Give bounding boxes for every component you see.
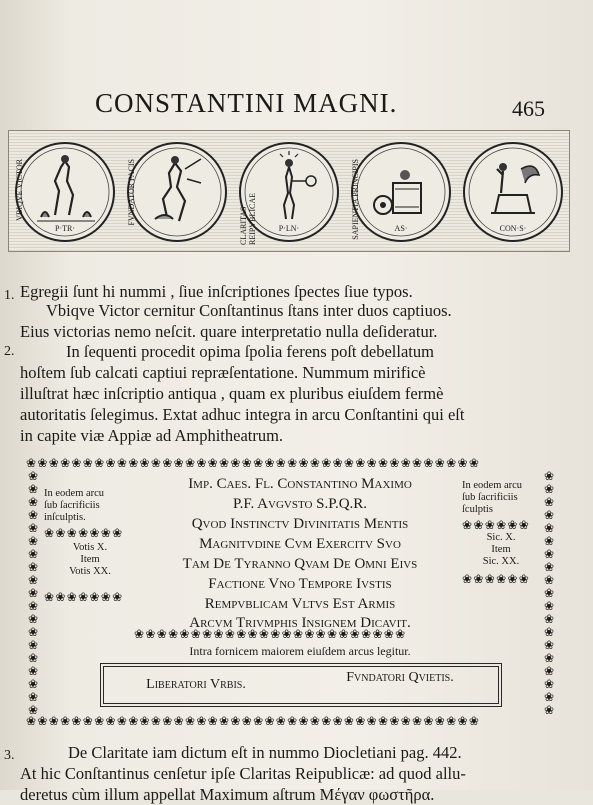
inscription-line-4: Magnitvdine Cvm Exercitv Svo bbox=[199, 536, 401, 552]
page-title: CONSTANTINI MAGNI. bbox=[95, 88, 398, 118]
coin-plate bbox=[8, 130, 570, 252]
left-note-line: inſculptis. bbox=[44, 512, 86, 523]
paragraph-number-1: 1. bbox=[4, 288, 15, 303]
inscription-line-2: P.F. Avgvsto S.P.Q.R. bbox=[232, 496, 368, 512]
inscription-line-3: Qvod Instinctv Divinitatis Mentis bbox=[191, 516, 409, 532]
coin-cons bbox=[461, 139, 565, 245]
body-line-7: autoritatis ſelegimus. Extat adhuc integra in arcu Conſtantini qui eſt bbox=[20, 405, 465, 424]
coin-2-legend: FVNDATOR PACIS bbox=[127, 159, 136, 226]
left-note-line: In eodem arcu bbox=[44, 488, 105, 499]
ornament-border-right: ❀ ❀ ❀ ❀ ❀ ❀ ❀ ❀ ❀ ❀ ❀ ❀ ❀ ❀ ❀ ❀ ❀ ❀ ❀ bbox=[543, 469, 555, 717]
inscription-line-1: Imp. Caes. Fl. Constantino Maximo bbox=[188, 476, 412, 492]
body-line-5: hoſtem ſub calcati captiui repræſentatione. Nummum mirificè bbox=[20, 363, 426, 382]
coin-claritas bbox=[237, 139, 341, 245]
coin-1-exergue: P·TR· bbox=[55, 224, 75, 233]
right-note bbox=[462, 480, 522, 516]
plate-left-text: Liberatori Vrbis. bbox=[146, 677, 246, 692]
left-votes-ornament: ❀❀❀❀❀❀❀ bbox=[44, 590, 124, 604]
left-note-line: ſub ſacrificiis bbox=[44, 500, 100, 511]
right-votes bbox=[470, 532, 532, 568]
right-votes-line: Item bbox=[491, 544, 511, 555]
inscription-line-7: Rempvblicam Vltvs Est Armis bbox=[204, 596, 396, 612]
ornament-border-top: ❀❀❀❀❀❀❀❀❀❀❀❀❀❀❀❀❀❀❀❀❀❀❀❀❀❀❀❀❀❀❀❀❀❀❀❀❀❀❀❀ bbox=[26, 456, 481, 470]
footer-line-3: deretus cùm illum appellat Maximum aſtrum Μέγαν φωστῆρα. bbox=[20, 785, 435, 804]
footer-line-1: De Claritate iam dictum eſt in nummo Diocletiani pag. 442. bbox=[68, 743, 462, 762]
right-votes-line: Sic. XX. bbox=[482, 556, 520, 567]
ornament-border-bottom: ❀❀❀❀❀❀❀❀❀❀❀❀❀❀❀❀❀❀❀❀❀❀❀❀❀❀❀❀❀❀❀❀❀❀❀❀❀❀❀❀ bbox=[26, 714, 481, 728]
right-votes-ornament: ❀❀❀❀❀❀ bbox=[462, 572, 531, 586]
inscription-line-8: Arcvm Trivmphis Insignem Dicavit. bbox=[189, 615, 411, 631]
right-note-ornament: ❀❀❀❀❀❀ bbox=[462, 518, 531, 532]
coin-vbiqve-victor bbox=[13, 139, 117, 245]
right-votes-line: Sic. X. bbox=[486, 532, 516, 543]
left-votes-line: Item bbox=[80, 554, 100, 565]
inscription-note: Intra fornicem maiorem eiuſdem arcus legitur. bbox=[189, 644, 411, 658]
footer-line-2: At hic Conſtantinus cenſetur ipſe Claritas Reipublicæ: ad quod allu- bbox=[20, 764, 466, 783]
plate-right-text: Fvndatori Qvietis. bbox=[346, 670, 454, 685]
inscription-line-6: Factione Vno Tempore Ivstis bbox=[208, 576, 392, 592]
coin-fundator-pacis bbox=[125, 139, 229, 245]
body-line-8: in capite viæ Appiæ ad Amphitheatrum. bbox=[20, 426, 284, 445]
coin-3-legend: CLARITAS REIPVBLICAE bbox=[239, 193, 257, 245]
paragraph-number-3: 3. bbox=[4, 748, 15, 763]
ornament-border-left: ❀ ❀ ❀ ❀ ❀ ❀ ❀ ❀ ❀ ❀ ❀ ❀ ❀ ❀ ❀ ❀ ❀ ❀ ❀ bbox=[27, 469, 39, 717]
body-line-3: Eius victorias nemo neſcit. quare interpretatio nulla deſideratur. bbox=[20, 322, 438, 341]
left-votes-line: Votis XX. bbox=[69, 566, 111, 577]
left-note-ornament: ❀❀❀❀❀❀❀ bbox=[44, 526, 124, 540]
paragraph-number-2: 2. bbox=[4, 344, 15, 359]
inscription-line-5: Tam De Tyranno Qvam De Omni Eivs bbox=[182, 556, 418, 572]
page-number: 465 bbox=[512, 96, 545, 121]
coin-sapientia bbox=[349, 139, 453, 245]
right-note-line: ſculptis bbox=[462, 504, 493, 515]
body-line-1: Egregii ſunt hi nummi , ſiue inſcriptiones ſpectes ſiue typos. bbox=[20, 282, 413, 301]
body-line-4: In ſequenti procedit opima ſpolia ferens poſt debellatum bbox=[66, 342, 434, 361]
coin-1-legend: VBIQVE VICTOR bbox=[15, 159, 24, 221]
coin-4-exergue: AS· bbox=[394, 224, 408, 233]
left-note bbox=[44, 488, 104, 524]
coin-5-exergue: CON·S· bbox=[499, 224, 527, 233]
coin-4-legend: SAPIENTIA PRINCIPIS bbox=[351, 159, 360, 240]
right-note-line: In eodem arcu bbox=[462, 480, 523, 491]
body-line-2: Vbiqve Victor cernitur Conſtantinus ſtans inter duos captiuos. bbox=[46, 301, 452, 320]
body-line-6: illuſtrat hæc inſcriptio antiqua , quam ex pluribus eiuſdem fermè bbox=[20, 384, 444, 403]
left-votes-line: Votis X. bbox=[72, 542, 108, 553]
ornament-divider: ❀❀❀❀❀❀❀❀❀❀❀❀❀❀❀❀❀❀❀❀❀❀❀❀ bbox=[134, 627, 407, 641]
coin-3-exergue: P·LN· bbox=[278, 224, 300, 233]
left-votes bbox=[60, 542, 120, 578]
right-note-line: ſub ſacrificiis bbox=[462, 492, 518, 503]
